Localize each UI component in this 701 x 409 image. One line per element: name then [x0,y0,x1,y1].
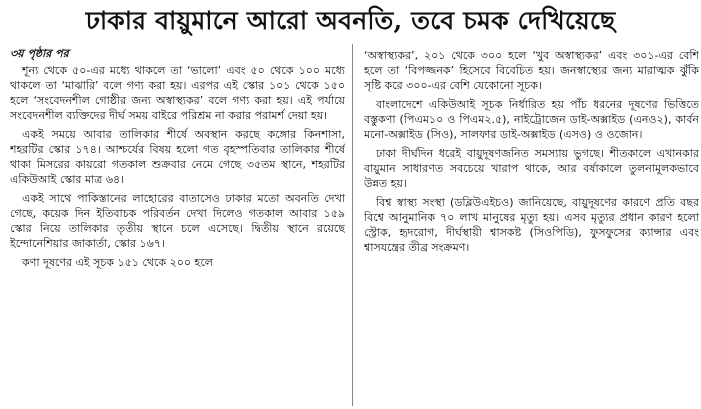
article-paragraph: একই সাথে পাকিস্তানের লাহোরের বাতাসেও ঢাকার মতো অবনতি দেখা গেছে, কয়েক দিন ইতিবাচক পরিবর্তন দেখা দিলেও গতকাল আবার ১৫৯ স্কোর নিয়ে তালিকার তৃতীয় স্থানে চলে এসেছে। দ্বিতীয় স্থানে রয়েছে ইন্দোনেশিয়ার জাকার্তা, স্কোর ১৬৭। [10,192,345,250]
article-paragraph: বাংলাদেশে একিউআই সূচক নির্ধারিত হয় পাঁচ ধরনের দূষণের ভিত্তিতে বস্তুকণা (পিএম১০ ও পিএম২.৫), নাইট্রোজেন ডাই-অক্সাইড (এনও২), কার্বন মনো-অক্সাইড (সিও), সালফার ডাই-অক্সাইড (এসও) ও ওজোন। [364,98,699,141]
article-column-right [364,46,699,406]
article-paragraph: শূন্য থেকে ৫০-এর মধ্যে থাকলে তা ‘ভালো’ এবং ৫০ থেকে ১০০ মধ্যে থাকলে তা ‘মাঝারি’ বলে গণ্য করা হয়। এরপর এই স্কোর ১০১ থেকে ১৫০ হলে ‘সংবেদনশীল গোষ্ঠীর জন্য অস্বাস্থ্যকর’ বলে গণ্য করা হয়। এই পর্যায়ে সংবেদনশীল ব্যক্তিদের দীর্ঘ সময় বাইরে পরিশ্রম না করার পরামর্শ দেয়া হয়। [10,64,345,122]
article-paragraph: বিশ্ব স্বাস্থ্য সংস্থা (ডব্লিউএইচও) জানিয়েছে, বায়ুদূষণের কারণে প্রতি বছর বিশ্বে আনুমানিক ৭০ লাখ মানুষের মৃত্যু হয়। এসব মৃত্যুর প্রধান কারণ হলো স্ট্রোক, হৃদরোগ, দীর্ঘস্থায়ী শ্বাসকষ্ট (সিওপিডি), ফুসফুসের ক্যান্সার এবং শ্বাসযন্ত্রের তীব্র সংক্রমণ। [364,196,699,254]
article-paragraph: একই সময়ে আবার তালিকার শীর্ষে অবস্থান করছে কঙ্গোর কিনশাসা, শহরটির স্কোর ১৭৪। আশ্চর্যের বিষয় হলো গত বৃহস্পতিবার তালিকার শীর্ষে থাকা মিসরের কায়রো গতকাল শুক্রবার নেমে গেছে ৩৫তম স্থানে, শহরটির একিউআই স্কোর মাত্র ৬৪। [10,128,345,186]
article-paragraph: কণা দূষণের এই সূচক ১৫১ থেকে ২০০ হলে [22,256,213,269]
article-headline: ঢাকার বায়ুমানে আরো অবনতি, তবে চমক দেখিয়েছে [85,6,616,35]
continuation-label: ৩য় পৃষ্ঠার পর [10,47,69,60]
article-paragraph: ঢাকা দীর্ঘদিন ধরেই বায়ুদূষণজনিত সমস্যায় ভুগছে। শীতকালে এখানকার বায়ুমান সাধারণত সবচেয়ে খারাপ থাকে, আর বর্ষাকালে তুলনামূলকভাবে উন্নত হয়। [364,147,699,190]
column-divider [352,44,353,406]
article-paragraph: ‘অস্বাস্থ্যকর’, ২০১ থেকে ৩০০ হলে ‘খুব অস্বাস্থ্যকর’ এবং ৩০১-এর বেশি হলে তা ‘বিপজ্জনক’ হিসেবে বিবেচিত হয়। জনস্বাস্থ্যের জন্য মারাত্মক ঝুঁকি সৃষ্টি করে ৩০০-এর বেশি যেকোনো সূচক। [364,49,699,92]
article-column-left [10,46,345,406]
